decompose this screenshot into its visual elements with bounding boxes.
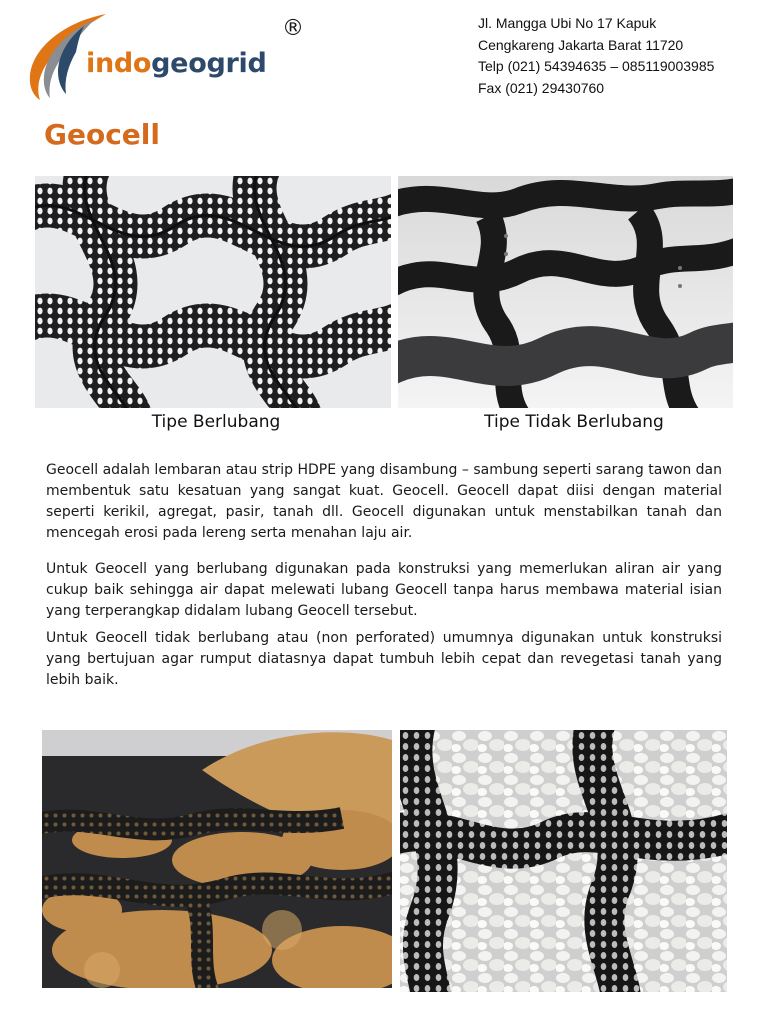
logo-wordmark [86,48,266,79]
address-line-street: Jl. Mangga Ubi No 17 Kapuk [478,15,657,31]
photo-geocell-gravel-fill [400,730,727,992]
address-line-city: Cengkareng Jakarta Barat 11720 [478,36,684,53]
page-title: Geocell [44,118,160,151]
address-line-fax: Fax (021) 29430760 [478,79,605,96]
company-address [478,13,714,99]
photo-perforated-geocell [35,176,391,408]
caption-perforated: Tipe Berlubang [151,412,281,432]
logo-brand-part2: geogrid [151,48,267,79]
logo-brand-part1: indo [86,48,152,79]
paragraph-non-perforated-use: Untuk Geocell tidak berlubang atau (non perforated) umumnya digunakan untuk konstruksi yang bertujuan agar rumput diatasnya dapat tumbuh lebih cepat dan revegetasi tanah yang lebih baik. [46,630,722,688]
caption-non-perforated: Tipe Tidak Berlubang [484,412,664,432]
photo-non-perforated-geocell [398,176,733,408]
photo-geocell-sand-fill [42,730,392,988]
registered-mark: ® [282,16,304,41]
paragraph-definition: Geocell adalah lembaran atau strip HDPE yang disambung – sambung seperti sarang tawon dan membentuk satu kesatuan yang sangat kuat. Geocell. Geocell dapat diisi dengan material seperti kerikil, agregat, pasir, tanah dll. Geocell digunakan untuk menstabilkan tanah dan mencegah erosi pada lereng serta menahan laju air. [46,462,722,541]
address-line-phone: Telp (021) 54394635 – 085119003985 [478,58,715,74]
company-logo [24,10,314,102]
paragraph-perforated-use: Untuk Geocell yang berlubang digunakan pada konstruksi yang memerlukan aliran air yang cukup baik sehingga air dapat melewati lubang Geocell tanpa harus membawa material isian yang terperangkap didalam lubang Geocell tersebut. [46,561,722,619]
